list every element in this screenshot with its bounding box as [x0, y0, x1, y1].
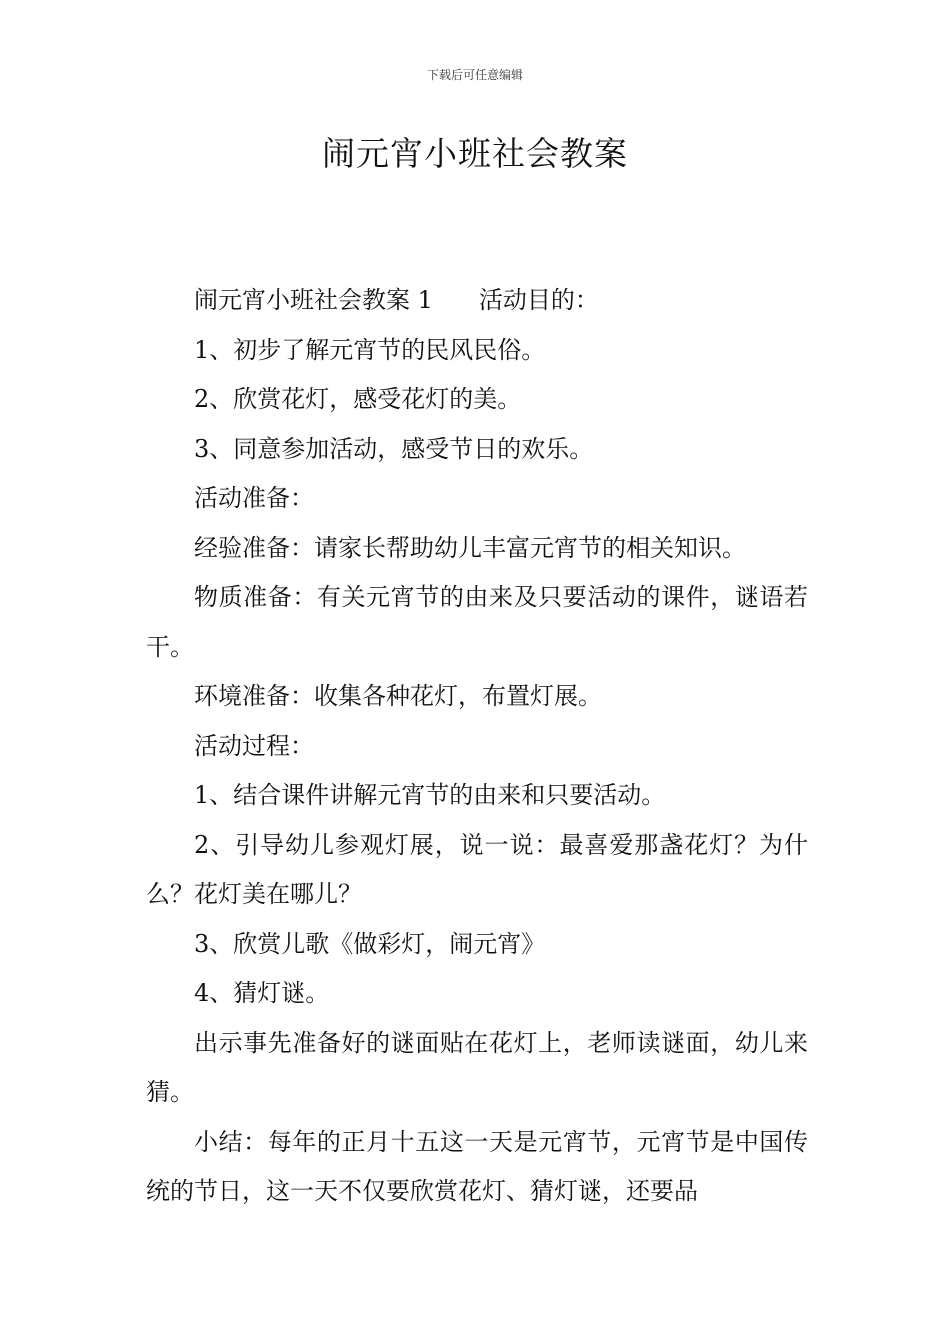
- section-heading-process: 活动过程：: [194, 731, 314, 760]
- preparation-materials: 物质准备：有关元宵节的由来及只要活动的课件，谜语若干。: [146, 583, 808, 661]
- header-note: 下载后可任意编辑: [426, 68, 523, 82]
- process-step-2: 2、引导幼儿参观灯展，说一说：最喜爱那盏花灯？为什么？花灯美在哪儿？: [146, 830, 808, 908]
- process-step-1: 1、结合课件讲解元宵节的由来和只要活动。: [194, 781, 666, 809]
- goal-item-1: 1、初步了解元宵节的民风民俗。: [194, 335, 546, 364]
- lesson-heading: 闹元宵小班社会教案 1: [194, 286, 433, 314]
- document-title: 闹元宵小班社会教案: [322, 134, 628, 173]
- process-step-3: 3、欣赏儿歌《做彩灯，闹元宵》: [194, 929, 546, 958]
- goal-item-2: 2、欣赏花灯，感受花灯的美。: [194, 385, 522, 413]
- goal-item-3: 3、同意参加活动，感受节日的欢乐。: [194, 434, 594, 463]
- summary-paragraph: 小结：每年的正月十五这一天是元宵节，元宵节是中国传统的节日，这一天不仅要欣赏花灯、猜灯谜，还要品: [146, 1127, 808, 1205]
- preparation-environment: 环境准备：收集各种花灯，布置灯展。: [194, 682, 602, 710]
- intro-paragraph: [146, 276, 808, 326]
- process-step-4: 4、猜灯谜。: [194, 979, 330, 1007]
- section-heading-preparation: 活动准备：: [194, 484, 314, 512]
- section-heading-goals: 活动目的：: [478, 286, 599, 314]
- document-body: [146, 276, 808, 1217]
- riddle-instructions: 出示事先准备好的谜面贴在花灯上，老师读谜面，幼儿来猜。: [146, 1028, 808, 1106]
- preparation-experience: 经验准备：请家长帮助幼儿丰富元宵节的相关知识。: [194, 533, 746, 562]
